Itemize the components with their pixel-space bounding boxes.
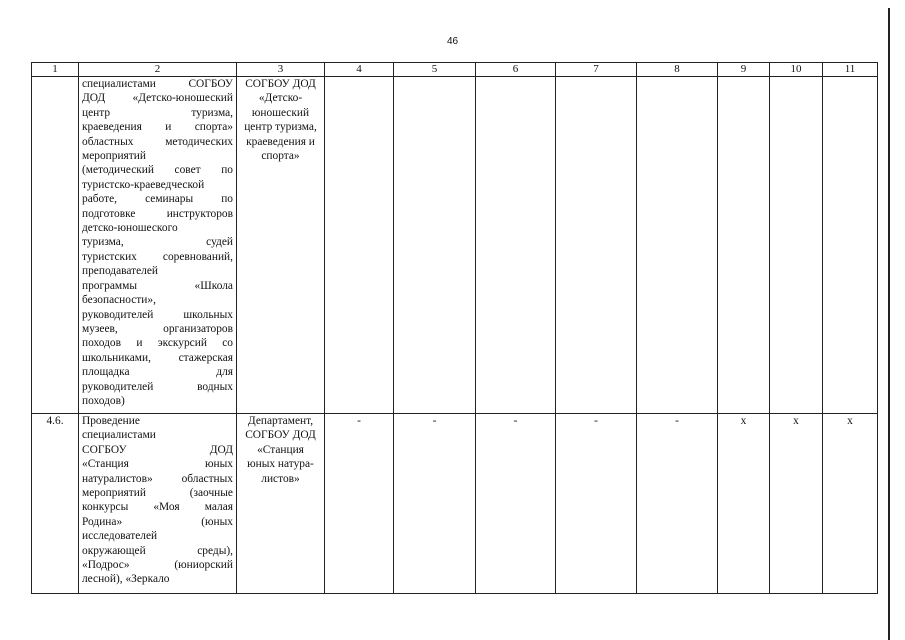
description-line: «Подрос» (юниорский bbox=[82, 559, 233, 572]
description-line: лесной), «Зеркало bbox=[82, 573, 170, 586]
description-line: преподавателей bbox=[82, 265, 159, 278]
value-cell: - bbox=[476, 414, 556, 594]
description-line: безопасности», bbox=[82, 294, 156, 307]
value-cell bbox=[476, 77, 556, 414]
description-line: музеев, организаторов bbox=[82, 322, 233, 335]
description-line: мероприятий bbox=[82, 150, 146, 163]
executor-line: юношеский bbox=[251, 106, 310, 119]
description-line: окружающей среды), bbox=[82, 544, 233, 557]
column-header: 11 bbox=[823, 63, 878, 77]
description-line: мероприятий (заочные bbox=[82, 487, 233, 500]
description-line: работе, семинары по bbox=[82, 193, 233, 206]
executor-line: юных натура- bbox=[247, 458, 314, 471]
executor-cell bbox=[237, 77, 325, 414]
table-row bbox=[32, 414, 878, 594]
column-header: 5 bbox=[394, 63, 476, 77]
table-row bbox=[32, 77, 878, 414]
description-line: руководителей водных bbox=[82, 380, 233, 393]
value-cell: - bbox=[325, 414, 394, 594]
row-number: 4.6. bbox=[32, 414, 79, 594]
description-line: Родина» (юных bbox=[82, 515, 233, 528]
executor-line: спорта» bbox=[261, 150, 300, 163]
executor-line: центр туризма, bbox=[244, 121, 317, 134]
document-table bbox=[31, 62, 878, 594]
value-cell bbox=[637, 77, 718, 414]
description-line: туристско-краеведческой bbox=[82, 178, 205, 191]
description-line: школьниками, стажерская bbox=[82, 351, 233, 364]
executor-cell bbox=[237, 414, 325, 594]
description-line: площадка для bbox=[82, 366, 233, 379]
description-line: подготовке инструкторов bbox=[82, 207, 233, 220]
executor-line: СОГБОУ ДОД bbox=[245, 429, 316, 442]
scan-edge-line bbox=[888, 8, 890, 640]
value-cell: - bbox=[556, 414, 637, 594]
value-cell bbox=[325, 77, 394, 414]
value-cell: - bbox=[637, 414, 718, 594]
value-cell bbox=[823, 77, 878, 414]
executor-line: СОГБОУ ДОД bbox=[245, 78, 316, 90]
table-header-row bbox=[32, 63, 878, 77]
description-line: программы «Школа bbox=[82, 279, 233, 292]
value-cell: - bbox=[394, 414, 476, 594]
column-header: 7 bbox=[556, 63, 637, 77]
description-line: руководителей школьных bbox=[82, 308, 233, 321]
row-number bbox=[32, 77, 79, 414]
description-line: СОГБОУ ДОД bbox=[82, 443, 233, 456]
column-header: 9 bbox=[718, 63, 770, 77]
description-line: походов и экскурсий со bbox=[82, 337, 233, 350]
description-line: специалистами bbox=[82, 429, 156, 442]
column-header: 2 bbox=[79, 63, 237, 77]
description-line: туризма, судей bbox=[82, 236, 233, 249]
executor-line: листов» bbox=[261, 472, 300, 485]
value-cell: x bbox=[770, 414, 823, 594]
description-line: Проведение bbox=[82, 415, 140, 427]
event-description bbox=[79, 77, 237, 414]
description-line: конкурсы «Моя малая bbox=[82, 501, 233, 514]
description-line: краеведения и спорта» bbox=[82, 121, 233, 134]
description-line: областных методических bbox=[82, 135, 233, 148]
description-line: центр туризма, bbox=[82, 106, 233, 119]
executor-line: «Детско- bbox=[258, 92, 303, 105]
description-line: натуралистов» областных bbox=[82, 472, 233, 485]
page-number: 46 bbox=[446, 36, 459, 47]
executor-line: «Станция bbox=[257, 443, 304, 456]
column-header: 8 bbox=[637, 63, 718, 77]
value-cell: x bbox=[823, 414, 878, 594]
column-header: 3 bbox=[237, 63, 325, 77]
column-header: 6 bbox=[476, 63, 556, 77]
executor-line: Департамент, bbox=[247, 415, 314, 427]
description-line: туристских соревнований, bbox=[82, 250, 233, 263]
event-description bbox=[79, 414, 237, 594]
executor-line: краеведения и bbox=[246, 135, 315, 148]
value-cell bbox=[556, 77, 637, 414]
description-line: исследователей bbox=[82, 530, 158, 543]
column-header: 10 bbox=[770, 63, 823, 77]
description-line: специалистами СОГБОУ bbox=[82, 78, 233, 90]
value-cell bbox=[718, 77, 770, 414]
description-line: детско-юношеского bbox=[82, 222, 178, 235]
description-line: ДОД «Детско-юношеский bbox=[82, 92, 233, 105]
description-line: (методический совет по bbox=[82, 164, 233, 177]
description-line: «Станция юных bbox=[82, 458, 233, 471]
column-header: 1 bbox=[32, 63, 79, 77]
value-cell: x bbox=[718, 414, 770, 594]
value-cell bbox=[394, 77, 476, 414]
column-header: 4 bbox=[325, 63, 394, 77]
description-line: походов) bbox=[82, 394, 125, 407]
value-cell bbox=[770, 77, 823, 414]
